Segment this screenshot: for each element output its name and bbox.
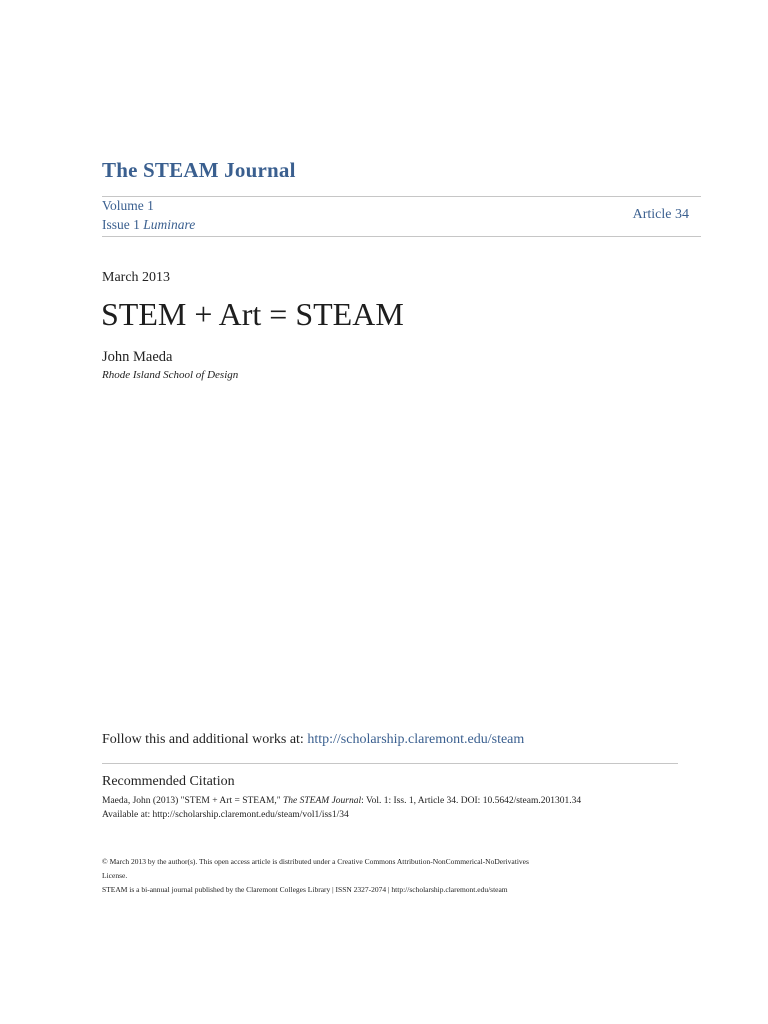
issue-link[interactable] xyxy=(102,217,195,233)
citation-suffix: : Vol. 1: Iss. 1, Article 34. DOI: 10.5642/steam.201301.34 xyxy=(361,796,582,806)
header-divider-top xyxy=(102,196,701,197)
citation-prefix: Maeda, John (2013) "STEM + Art = STEAM," xyxy=(102,796,284,806)
follow-divider xyxy=(102,763,678,764)
article-number-link[interactable]: Article 34 xyxy=(632,207,689,222)
author-affiliation: Rhode Island School of Design xyxy=(102,369,239,381)
journal-title[interactable]: The STEAM Journal xyxy=(102,158,296,182)
publication-date: March 2013 xyxy=(102,270,171,285)
author-name: John Maeda xyxy=(102,349,173,365)
header-divider-bottom xyxy=(102,236,701,237)
citation-journal: The STEAM Journal xyxy=(283,796,362,806)
issue-number: Issue 1 xyxy=(102,217,140,232)
follow-line xyxy=(102,732,524,748)
license-line-1: © March 2013 by the author(s). This open access article is distributed under a Creative Commons Attribution-NonCommerical-NoDerivatives xyxy=(102,857,529,866)
follow-label: Follow this and additional works at: xyxy=(102,732,308,747)
journal-info-line: STEAM is a bi-annual journal published by the Claremont Colleges Library | ISSN 2327-2074 | http://scholarship.claremont.edu/steam xyxy=(102,885,508,894)
citation-line xyxy=(102,796,581,806)
issue-name: Luminare xyxy=(143,217,196,232)
follow-link[interactable]: http://scholarship.claremont.edu/steam xyxy=(307,732,525,747)
license-line-2: License. xyxy=(102,871,128,880)
volume-link[interactable]: Volume 1 xyxy=(102,198,154,213)
citation-available-at: Available at: http://scholarship.claremont.edu/steam/vol1/iss1/34 xyxy=(102,810,349,820)
recommended-citation-heading: Recommended Citation xyxy=(102,774,235,789)
article-title: STEM + Art = STEAM xyxy=(101,296,404,332)
